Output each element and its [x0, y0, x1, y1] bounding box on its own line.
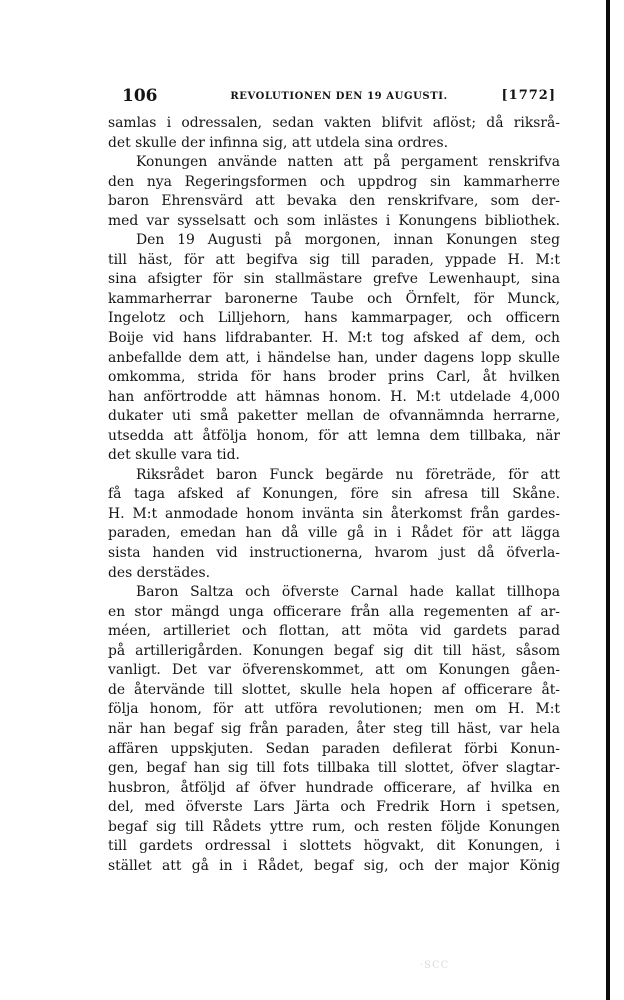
text-line: det skulle vara tid.: [108, 447, 240, 464]
body-text: [108, 114, 560, 876]
text-line: en stor mängd unga officerare från alla regementen af ar-: [108, 603, 560, 620]
text-line: den nya Regeringsformen och uppdrog sin kammarherre: [108, 173, 560, 190]
text-line: få taga afsked af Konungen, före sin afresa till Skåne.: [108, 486, 560, 503]
text-line: han anförtrodde att hämnas honom. H. M:t utdelade 4,000: [108, 388, 560, 405]
text-line: Riksrådet baron Funck begärde nu företräde, för att: [136, 466, 560, 483]
text-line: med var sysselsatt och som inlästes i Konungens bibliothek.: [108, 212, 560, 229]
text-line: gen, begaf han sig till fots tillbaka till slottet, öfver slagtar-: [108, 760, 560, 777]
text-line: följa honom, för att utföra revolutionen; men om H. M:t: [108, 701, 560, 718]
text-line: affären uppskjuten. Sedan paraden defilerat förbi Konun-: [108, 740, 560, 757]
text-line: till gardets ordressal i slottets högvakt, dit Konungen, i: [108, 838, 560, 855]
text-line: Konungen använde natten att på pergament renskrifva: [136, 154, 560, 171]
text-line: samlas i odressalen, sedan vakten blifvit aflöst; då riksrå-: [108, 115, 560, 131]
page-number: 106: [122, 86, 158, 106]
text-line: när han begaf sig från paraden, åter steg till häst, var hela: [108, 720, 560, 737]
text-line: des derstädes.: [108, 564, 211, 581]
text-line: sista handen vid instructionerna, hvarom just då öfverla-: [108, 545, 560, 562]
text-line: de återvände till slottet, skulle hela hopen af officerare åt-: [108, 681, 560, 698]
text-line: dukater uti små paketter mellan de ofvannämnda herrarne,: [108, 408, 560, 425]
text-line: omkomma, strida för hans broder prins Carl, åt hvilken: [108, 369, 560, 386]
text-line: husbron, åtföljd af öfver hundrade officerare, af hvilka en: [108, 779, 560, 796]
text-line: Den 19 Augusti på morgonen, innan Konungen steg: [136, 232, 560, 249]
text-line: utsedda att åtfölja honom, för att lemna dem tillbaka, när: [108, 427, 560, 444]
running-header: [106, 86, 558, 108]
text-line: till häst, för att begifva sig till paraden, yppade H. M:t: [108, 251, 560, 268]
text-line: stället att gå in i Rådet, begaf sig, och der major König: [108, 857, 560, 874]
text-line: sina afsigter för sin stallmästare grefve Lewenhaupt, sina: [108, 271, 560, 288]
header-year: [1772]: [501, 88, 556, 103]
page-edge-line: [606, 0, 610, 1000]
text-line: del, med öfverste Lars Järta och Fredrik Horn i spetsen,: [108, 799, 560, 816]
library-stamp-mark: ·SCC: [420, 960, 450, 971]
text-line: paraden, emedan han då ville gå in i Rådet för att lägga: [108, 525, 560, 542]
text-line: baron Ehrensvärd att bevaka den renskrifvare, som der-: [108, 193, 560, 210]
text-line: vanligt. Det var öfverenskommet, att om Konungen gåen-: [108, 662, 560, 679]
text-line: kammarherrar baronerne Taube och Örnfelt, för Munck,: [108, 290, 560, 307]
text-line: det skulle der infinna sig, att utdela sina ordres.: [108, 134, 448, 151]
text-line: H. M:t anmodade honom invänta sin återkomst från gardes-: [108, 505, 560, 522]
text-line: på artillerigården. Konungen begaf sig dit till häst, såsom: [108, 642, 560, 659]
text-line: Baron Saltza och öfverste Carnal hade kallat tillhopa: [136, 584, 560, 601]
text-line: méen, artilleriet och flottan, att möta vid gardets parad: [108, 623, 560, 640]
text-line: anbefallde dem att, i händelse han, under dagens lopp skulle: [108, 349, 560, 366]
text-line: Ingelotz och Lilljehorn, hans kammarpager, och officern: [108, 310, 560, 327]
text-line: begaf sig till Rådets yttre rum, och resten följde Konungen: [108, 818, 560, 835]
text-line: Boije vid hans lifdrabanter. H. M:t tog afsked af dem, och: [108, 330, 560, 347]
running-title: REVOLUTIONEN DEN 19 AUGUSTI.: [230, 91, 448, 102]
